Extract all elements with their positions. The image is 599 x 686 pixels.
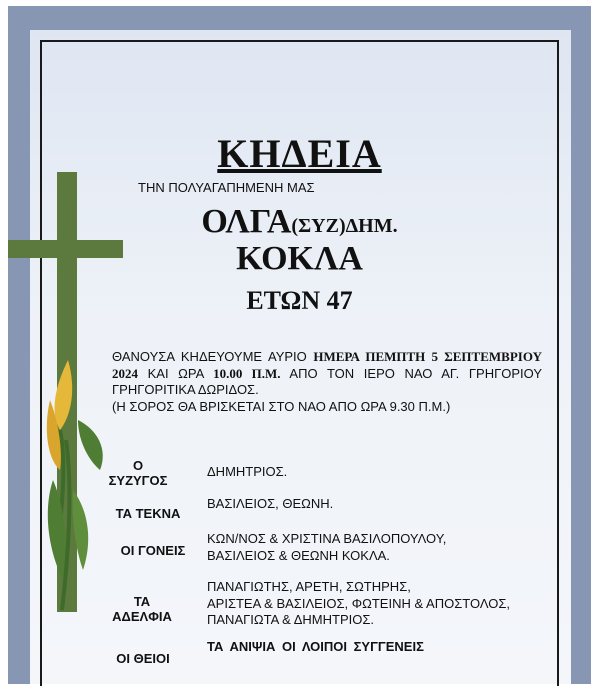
deceased-age: ΕΤΩΝ 47 bbox=[246, 286, 353, 315]
deceased-first-name bbox=[0, 203, 599, 241]
first-name: ΟΛΓΑ bbox=[201, 203, 292, 240]
announce-note: (Η ΣΟΡΟΣ ΘΑ ΒΡΙΣΚΕΤΑΙ ΣΤΟ ΝΑΟ ΑΠΟ ΩΡΑ 9.30 Π.Μ.) bbox=[112, 398, 451, 414]
spouse-label-line2: ΣΥΖΥΓΟΣ bbox=[108, 473, 168, 488]
announce-time: 10.00 Π.Μ. bbox=[213, 365, 281, 381]
parents-line2: ΒΑΣΙΛΕΙΟΣ & ΘΕΩΝΗ ΚΟΚΛΑ. bbox=[207, 547, 390, 563]
other-relatives: ΤΑ ΑΝΙΨΙΑ ΟΙ ΛΟΙΠΟΙ ΣΥΓΓΕΝΕΙΣ bbox=[207, 639, 424, 654]
spouse-label-line1: Ο bbox=[132, 458, 144, 473]
announce-place: ΑΠΟ ΤΟΝ ΙΕΡΟ ΝΑΟ ΑΓ. ΓΡΗΓΟΡΙΟΥ ΓΡΗΓΟΡΙΤΙΚΑ ΔΩΡΙΔΟΣ. bbox=[112, 365, 543, 397]
siblings-label-line1: ΤΑ bbox=[133, 594, 151, 609]
deceased-surname: ΚΟΚΛΑ bbox=[236, 240, 363, 277]
siblings-line1: ΠΑΝΑΓΙΩΤΗΣ, ΑΡΕΤΗ, ΣΩΤΗΡΗΣ, bbox=[207, 579, 411, 594]
announce-part-1: ΘΑΝΟΥΣΑ ΚΗΔΕΥΟΥΜΕ ΑΥΡΙΟ bbox=[112, 349, 314, 364]
parents-line1: ΚΩΝ/ΝΟΣ & ΧΡΙΣΤΙΝΑ ΒΑΣΙΛΟΠΟΥΛΟΥ, bbox=[207, 531, 447, 546]
announce-part-2: ΚΑΙ ΩΡΑ bbox=[138, 365, 214, 381]
siblings-names bbox=[207, 579, 510, 629]
siblings-label-line2: ΑΔΕΛΦΙΑ bbox=[112, 609, 172, 624]
announce-date: ΗΜΕΡΑ ΠΕΜΠΤΗ 5 ΣΕΠΤΕΜΒΡΙΟΥ 2024 bbox=[112, 349, 542, 381]
name-abbreviation: ΔΗΜ. bbox=[345, 215, 398, 237]
children-names: ΒΑΣΙΛΕΙΟΣ, ΘΕΩΝΗ. bbox=[207, 496, 334, 511]
spouse-names: ΔΗΜΗΤΡΙΟΣ. bbox=[207, 464, 288, 479]
siblings-line3: ΠΑΝΑΓΙΩΤΑ & ΔΗΜΗΤΡΙΟΣ. bbox=[207, 612, 374, 627]
name-middle: (ΣΥΖ) bbox=[291, 215, 346, 237]
parents-label: ΟΙ ΓΟΝΕΙΣ bbox=[120, 543, 186, 558]
uncles-label: ΟΙ ΘΕΙΟΙ bbox=[116, 651, 170, 666]
subtitle: ΤΗΝ ΠΟΛΥΑΓΑΠΗΜΕΝΗ ΜΑΣ bbox=[138, 180, 315, 195]
siblings-label bbox=[108, 594, 176, 624]
siblings-line2: ΑΡΙΣΤΕΑ & ΒΑΣΙΛΕΙΟΣ, ΦΩΤΕΙΝΗ & ΑΠΟΣΤΟΛΟΣ, bbox=[207, 595, 511, 611]
spouse-label bbox=[108, 458, 168, 488]
funeral-announcement bbox=[112, 349, 542, 415]
parents-names bbox=[207, 531, 446, 564]
page-title: ΚΗΔΕΙΑ bbox=[217, 131, 382, 176]
children-label: ΤΑ ΤΕΚΝΑ bbox=[115, 506, 181, 521]
